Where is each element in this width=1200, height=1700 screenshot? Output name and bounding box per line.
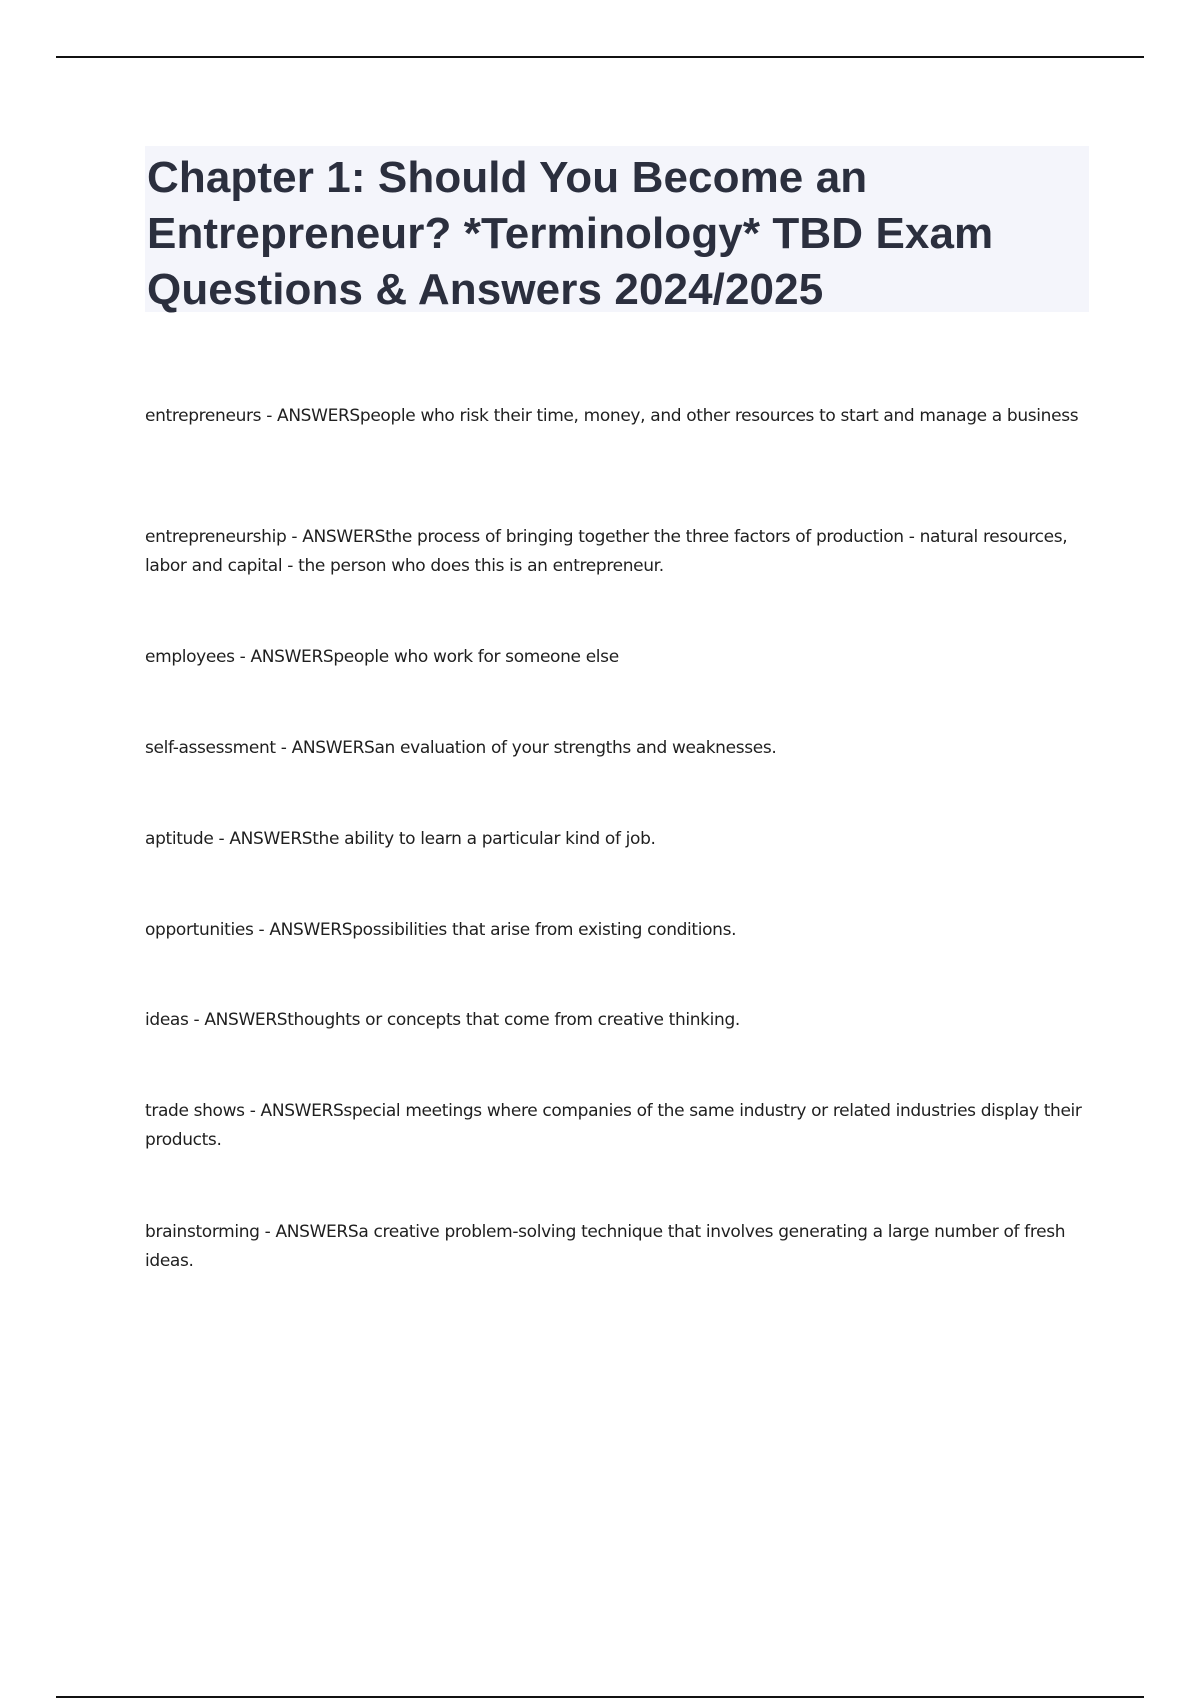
title-banner [145,146,1089,312]
term-entry-trade-shows: trade shows - ANSWERSspecial meetings where companies of the same industry or related industries display their products. [145,1101,1082,1150]
document-title: Chapter 1: Should You Become an Entrepreneur? *Terminology* TBD Exam Questions & Answers 2024/2025 [147,153,994,314]
term-entry-aptitude: aptitude - ANSWERSthe ability to learn a particular kind of job. [145,829,656,849]
term-entry-opportunities: opportunities - ANSWERSpossibilities that arise from existing conditions. [145,920,737,940]
term-entry-self-assessment: self-assessment - ANSWERSan evaluation of your strengths and weaknesses. [145,738,777,758]
term-entry-ideas: ideas - ANSWERSthoughts or concepts that come from creative thinking. [145,1010,740,1030]
term-entry-brainstorming: brainstorming - ANSWERSa creative problem-solving technique that involves generating a large number of fresh ideas. [145,1222,1066,1271]
term-entry-employees: employees - ANSWERSpeople who work for someone else [145,647,619,667]
top-divider [56,56,1144,58]
bottom-divider [56,1696,1144,1698]
term-entry-entrepreneurs: entrepreneurs - ANSWERSpeople who risk their time, money, and other resources to start and manage a business [145,406,1079,426]
term-entry-entrepreneurship: entrepreneurship - ANSWERSthe process of bringing together the three factors of production - natural resources, labor and capital - the person who does this is an entrepreneur. [145,527,1068,576]
